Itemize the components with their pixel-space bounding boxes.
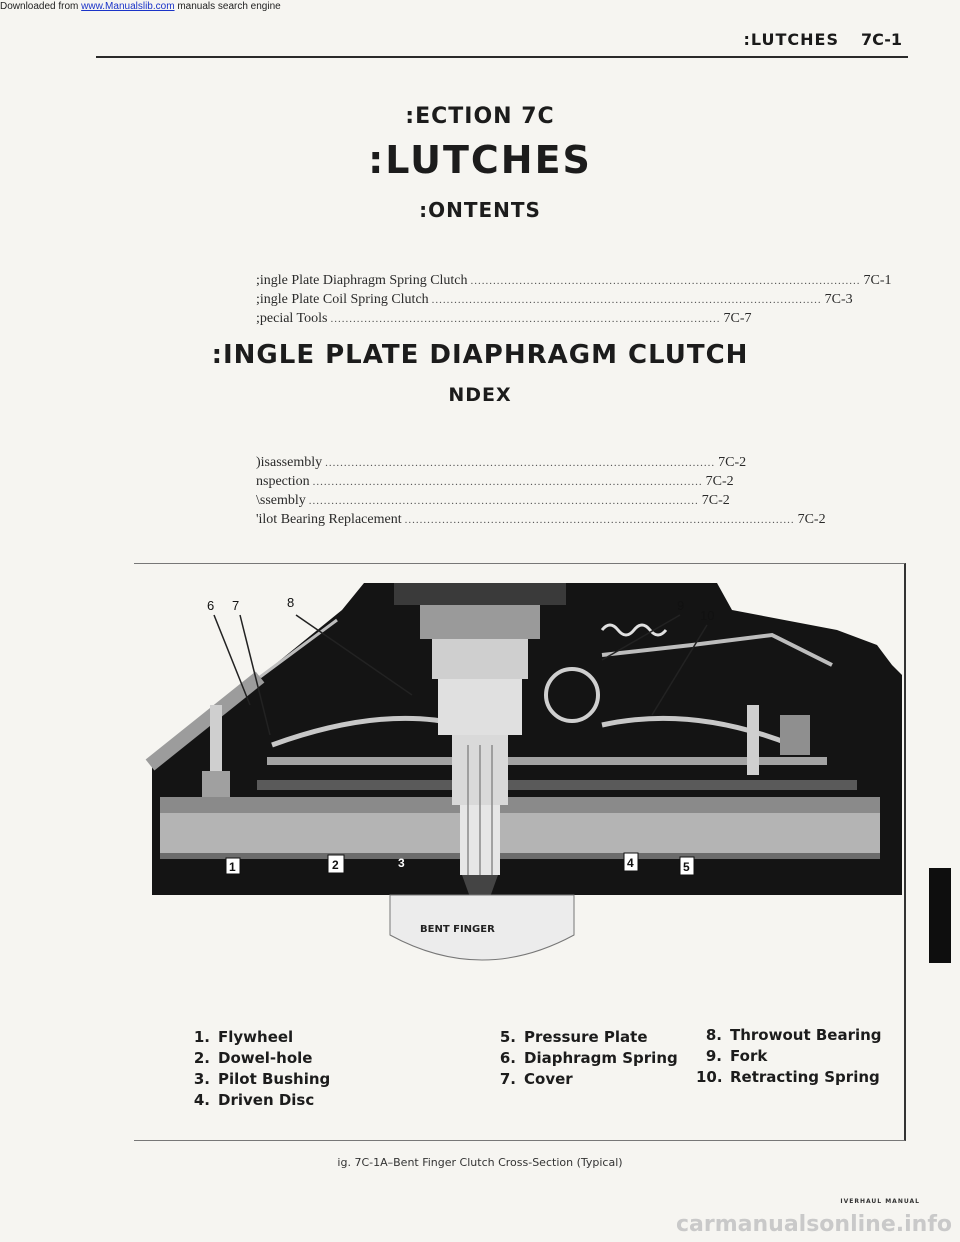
watermark-banner: carmanualsonline.info xyxy=(676,1212,952,1237)
index-item-page: 7C-2 xyxy=(797,512,826,527)
banner-suffix: manuals search engine xyxy=(177,1,281,12)
callout-5: 5 xyxy=(683,860,690,874)
manualslib-link[interactable]: www.Manualslib.com xyxy=(81,1,175,12)
callout-4: 4 xyxy=(627,856,634,870)
bent-finger-label: BENT FINGER xyxy=(420,924,495,935)
header-rule xyxy=(96,56,908,58)
callout-10: 10 xyxy=(700,608,715,623)
contents-item-page: 7C-1 xyxy=(863,273,892,288)
index-item[interactable] xyxy=(256,493,730,511)
source-banner xyxy=(0,0,281,14)
contents-item-page: 7C-3 xyxy=(824,292,853,307)
leader-dots: ........................................................................................................ xyxy=(330,313,721,325)
callout-9: 9 xyxy=(677,598,685,613)
section-title: :LUTCHES xyxy=(368,138,592,182)
leader-dots: ........................................................................................................ xyxy=(431,294,822,306)
section-thumb-tab xyxy=(929,868,951,963)
leader-dots: ........................................................................................................ xyxy=(470,275,861,287)
leader-dots: ........................................................................................................ xyxy=(404,514,795,526)
leader-dots: ........................................................................................................ xyxy=(325,457,716,469)
index-item[interactable] xyxy=(256,474,734,492)
legend-num: 10. xyxy=(696,1068,723,1086)
figure-caption: ig. 7C-1A–Bent Finger Clutch Cross-Section (Typical) xyxy=(337,1156,623,1169)
contents-item[interactable] xyxy=(256,311,752,329)
contents-list xyxy=(256,273,892,333)
callout-8: 8 xyxy=(287,595,295,610)
index-item-label: \ssembly xyxy=(256,493,306,508)
running-header-title: :LUTCHES xyxy=(743,30,839,49)
legend-num: 5. xyxy=(499,1028,516,1046)
section-number: :ECTION 7C xyxy=(405,104,555,129)
contents-item[interactable] xyxy=(256,273,892,291)
legend-num: 6. xyxy=(499,1049,516,1067)
callout-1: 1 xyxy=(229,860,236,874)
footer-mark: IVERHAUL MANUAL xyxy=(840,1198,920,1205)
index-item[interactable] xyxy=(256,512,826,530)
legend-num: 4. xyxy=(193,1091,210,1109)
legend-text: Diaphragm Spring xyxy=(524,1049,678,1067)
index-item-label: nspection xyxy=(256,474,310,489)
subsection-title: :INGLE PLATE DIAPHRAGM CLUTCH xyxy=(211,340,749,370)
callout-6: 6 xyxy=(207,598,215,613)
index-item[interactable] xyxy=(256,455,747,473)
contents-item-label: ;pecial Tools xyxy=(256,311,328,326)
index-list xyxy=(256,455,826,535)
banner-prefix: Downloaded from xyxy=(0,1,79,12)
contents-item-label: ;ingle Plate Diaphragm Spring Clutch xyxy=(256,273,468,288)
running-header xyxy=(743,30,902,49)
legend-text: Flywheel xyxy=(218,1028,294,1046)
legend-num: 8. xyxy=(705,1026,722,1044)
index-heading: NDEX xyxy=(448,384,512,406)
legend-text: Driven Disc xyxy=(218,1091,315,1109)
legend-num: 2. xyxy=(193,1049,210,1067)
clutch-cross-section-illustration xyxy=(132,575,902,975)
legend-num: 1. xyxy=(193,1028,210,1046)
legend-text: Dowel-hole xyxy=(218,1049,313,1067)
legend-num: 3. xyxy=(193,1070,210,1088)
callout-2: 2 xyxy=(332,858,339,872)
legend-text: Throwout Bearing xyxy=(730,1026,882,1044)
legend-text: Cover xyxy=(524,1070,573,1088)
legend-num: 7. xyxy=(499,1070,516,1088)
contents-item-page: 7C-7 xyxy=(723,311,752,326)
index-item-page: 7C-2 xyxy=(705,474,734,489)
index-item-label: 'ilot Bearing Replacement xyxy=(256,512,402,527)
callout-7: 7 xyxy=(232,598,240,613)
callout-3: 3 xyxy=(398,856,405,870)
leader-dots: ........................................................................................................ xyxy=(312,476,703,488)
legend-text: Pressure Plate xyxy=(524,1028,648,1046)
contents-item-label: ;ingle Plate Coil Spring Clutch xyxy=(256,292,429,307)
index-item-label: )isassembly xyxy=(256,455,323,470)
contents-item[interactable] xyxy=(256,292,853,310)
legend-num: 9. xyxy=(705,1047,722,1065)
contents-heading: :ONTENTS xyxy=(419,198,541,222)
leader-dots: ........................................................................................................ xyxy=(308,495,699,507)
legend-text: Retracting Spring xyxy=(730,1068,880,1086)
legend-text: Pilot Bushing xyxy=(218,1070,331,1088)
index-item-page: 7C-2 xyxy=(701,493,730,508)
index-item-page: 7C-2 xyxy=(718,455,747,470)
legend-text: Fork xyxy=(730,1047,768,1065)
running-header-page: 7C-1 xyxy=(860,30,902,49)
